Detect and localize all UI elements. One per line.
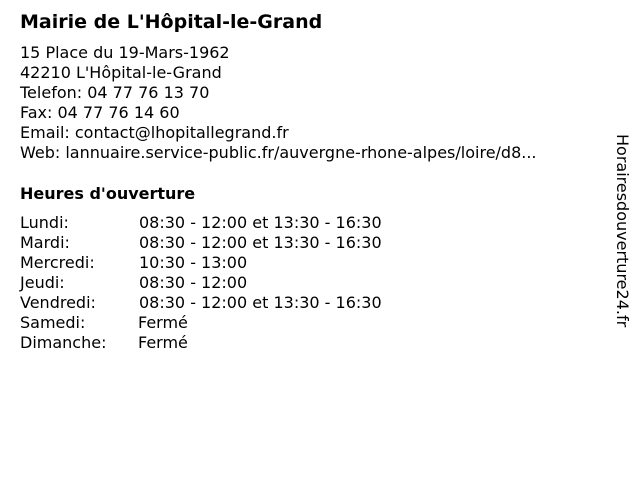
day-label: Dimanche: <box>20 333 107 352</box>
city-address: 42210 L'Hôpital-le-Grand <box>20 63 222 82</box>
day-label: Mercredi: <box>20 253 95 272</box>
street-address: 15 Place du 19-Mars-1962 <box>20 43 230 62</box>
day-hours: Fermé <box>138 313 188 332</box>
day-label: Lundi: <box>20 213 69 232</box>
day-label: Samedi: <box>20 313 86 332</box>
email-address: Email: contact@lhopitallegrand.fr <box>20 123 289 142</box>
day-label: Mardi: <box>20 233 70 252</box>
day-hours: 08:30 - 12:00 et 13:30 - 16:30 <box>139 213 382 232</box>
day-hours: Fermé <box>138 333 188 352</box>
day-hours: 08:30 - 12:00 et 13:30 - 16:30 <box>139 233 382 252</box>
site-watermark: Horairesdouverture24.fr <box>613 134 632 328</box>
day-hours: 10:30 - 13:00 <box>139 253 248 272</box>
day-hours: 08:30 - 12:00 et 13:30 - 16:30 <box>139 293 382 312</box>
day-hours: 08:30 - 12:00 <box>139 273 248 292</box>
opening-hours-heading: Heures d'ouverture <box>20 184 196 203</box>
day-label: Jeudi: <box>20 273 65 292</box>
day-label: Vendredi: <box>20 293 96 312</box>
fax-number: Fax: 04 77 76 14 60 <box>20 103 180 122</box>
contact-info <box>20 43 537 163</box>
website-url: Web: lannuaire.service-public.fr/auvergne-rhone-alpes/loire/d8... <box>20 143 537 162</box>
page-title: Mairie de L'Hôpital-le-Grand <box>20 11 323 33</box>
phone-number: Telefon: 04 77 76 13 70 <box>20 83 210 102</box>
